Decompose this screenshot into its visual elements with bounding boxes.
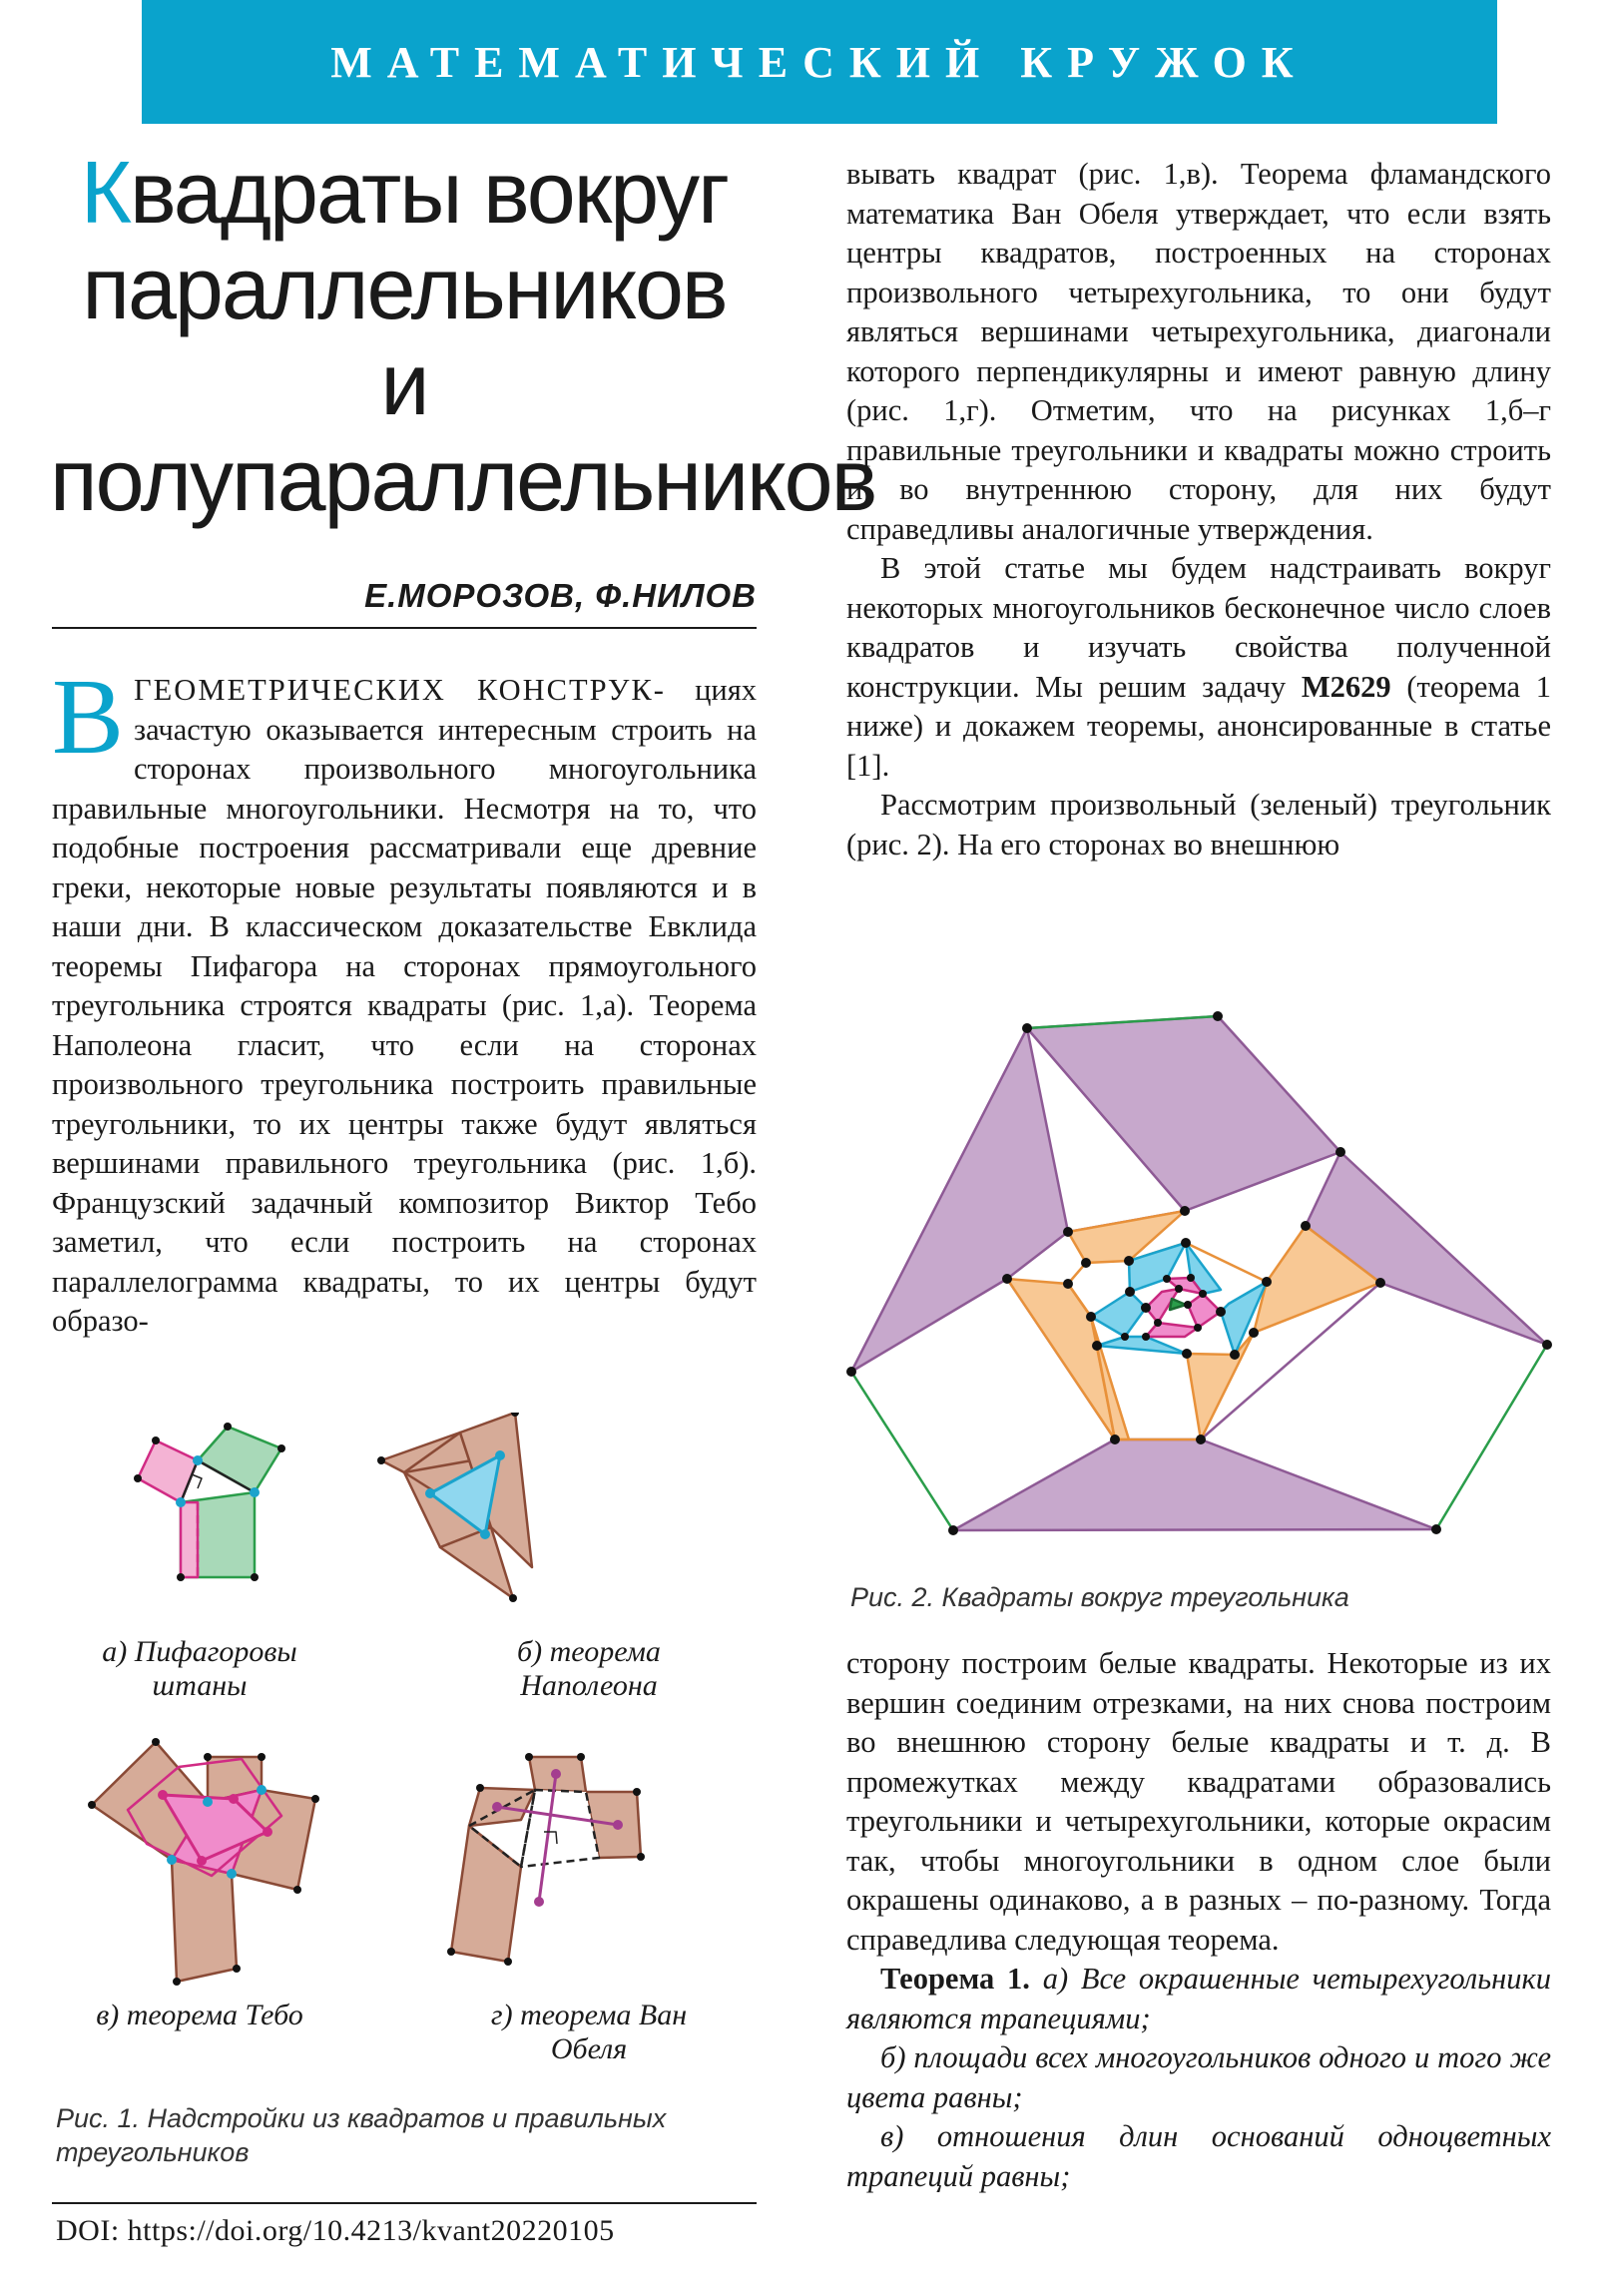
purple-trapezoid bbox=[1027, 1016, 1340, 1211]
paragraph: сторону построим белые квадраты. Некоторые из их вершин соединим отрезками, на них снова построим во внешнюю сторону белые квадраты и т. д. В промежутках между квадратами образовались треугольники и четырехугольники, которые окрасим так, чтобы многоугольники в одном слое были окрашены одинаково, а в разных – по-разному. Тогда справедлива следующая теорема. bbox=[846, 1646, 1551, 1957]
left-column: ВГЕОМЕТРИЧЕСКИХ КОНСТРУК- циях зачастую оказывается интересным строить на сторонах произвольного многоугольника правильные многоугольники. Несмотря на то, что подобные построения рассматривали еще древние греки, некоторые новые результаты появляются и в наши дни. В классическом доказательстве Евклида теоремы Пифагора на сторонах прямоугольного треугольника строятся квадраты (рис. 1,а). Теорема Наполеона гласит, что если на сторонах произвольного треугольника построить правильные треугольники, то их центры также будут являться вершинами правильного треугольника (рис. 1,б). Французский задачный композитор Виктор Тебо заметил, что если построить на сторонах параллелограмма квадраты, то их центры будут образо- bbox=[52, 658, 757, 1338]
purple-trapezoid bbox=[953, 1439, 1436, 1530]
right-column-lower bbox=[846, 1644, 1551, 2196]
figure-2-caption: Рис. 2. Квадраты вокруг треугольника bbox=[850, 1582, 1349, 1612]
figure-1a bbox=[134, 1423, 285, 1581]
article-title: Квадраты вокруг параллельников и полупараллельников bbox=[50, 143, 876, 529]
figure-1c bbox=[88, 1738, 319, 1986]
section-title: МАТЕМАТИЧЕСКИЙ КРУЖОК bbox=[330, 37, 1309, 87]
figure-1-caption: Рис. 1. Надстройки из квадратов и правильных треугольников bbox=[56, 2103, 667, 2167]
title-capital: К bbox=[80, 143, 130, 242]
figure-1d bbox=[447, 1753, 645, 1966]
authors: Е.МОРОЗОВ, Ф.НИЛОВ bbox=[364, 577, 757, 614]
doi-link[interactable]: DOI: https://doi.org/10.4213/kvant20220105 bbox=[56, 2214, 615, 2247]
paragraph: Рассмотрим произвольный (зеленый) треугольник (рис. 2). На его сторонах во внешнюю bbox=[846, 788, 1551, 861]
theorem-part: б) площади всех многоугольников одного и того же цвета равны; bbox=[846, 2040, 1551, 2114]
footer-divider bbox=[52, 2202, 757, 2204]
paragraph: вывать квадрат (рис. 1,в). Теорема фламандского математика Ван Обеля утверждает, что если взять центры квадратов, построенных на сторонах произвольного четырехугольника, то они будут являться вершинами четырехугольника, диагонали которого перпендикулярны и имеют равную длину (рис. 1,г). Отметим, что на рисунках 1,б–г правильные треугольники и квадраты можно строить и во внутреннюю сторону, для них будут справедливы аналогичные утверждения. bbox=[846, 157, 1551, 546]
theorem-part: в) отношения длин оснований одноцветных трапеций равны; bbox=[846, 2119, 1551, 2193]
theorem: Теорема 1. а) Все окрашенные четырехугольники являются трапециями; bbox=[846, 1962, 1551, 2035]
paragraph: В этой статье мы будем надстраивать вокруг некоторых многоугольников бесконечное число слоев квадратов и изучать свойства полученной конструкции. Мы решим задачу М2629 (теорема 1 ниже) и докажем теоремы, анонсированные в статье [1]. bbox=[846, 551, 1551, 783]
problem-number: М2629 bbox=[1301, 669, 1391, 704]
right-column bbox=[846, 155, 1551, 864]
figure-2 bbox=[846, 983, 1555, 1572]
green-triangle bbox=[1170, 1299, 1186, 1310]
authors-divider bbox=[52, 627, 757, 629]
figure-1b-caption: б) теорема Наполеона bbox=[517, 1635, 661, 1702]
figure-1d-caption: г) теорема Ван Обеля bbox=[490, 1999, 688, 2065]
section-header bbox=[142, 0, 1497, 124]
figure-1b bbox=[377, 1413, 532, 1602]
figure-1a-caption: а) Пифагоровы штаны bbox=[102, 1635, 297, 1702]
figure-1c-caption: в) теорема Тебо bbox=[96, 1999, 303, 2031]
drop-cap: В bbox=[52, 658, 125, 777]
